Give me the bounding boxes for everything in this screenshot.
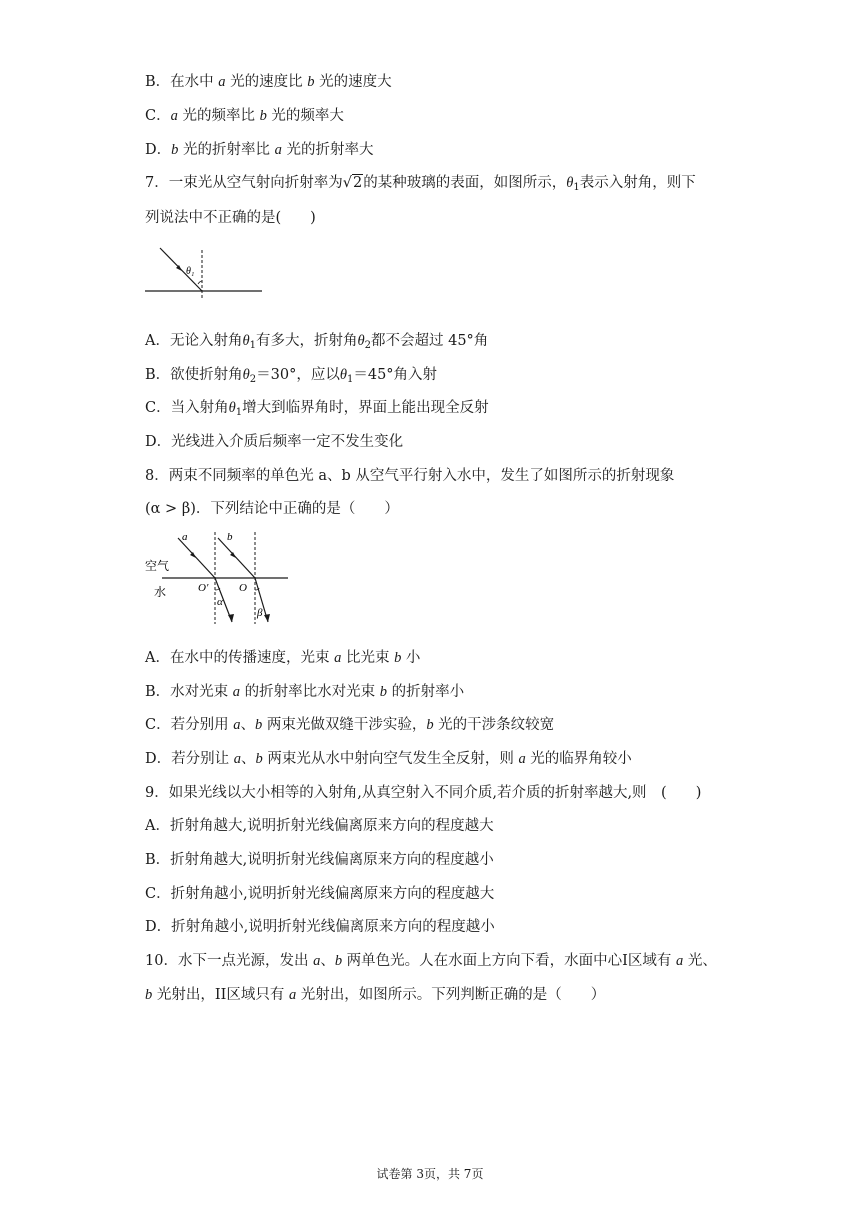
q9-option-c: C．折射角越小,说明折射光线偏离原来方向的程度越大 [145, 886, 495, 902]
q7-option-a: A．无论入射角$\theta_1$有多大，折射角$\theta_2$都不会超过 45°角 [145, 333, 489, 351]
q10-stem-line1: 10．水下一点光源，发出 a、b 两单色光。人在水面上方向下看，水面中心I区域有 a 光、 [145, 953, 717, 969]
q8-figure [140, 528, 295, 628]
q9-option-a: A．折射角越大,说明折射光线偏离原来方向的程度越大 [145, 818, 494, 834]
q7-option-d: D．光线进入介质后频率一定不发生变化 [145, 434, 404, 450]
q9-stem: 9．如果光线以大小相等的入射角,从真空射入不同介质,若介质的折射率越大,则 ( ) [145, 785, 702, 801]
q9-option-b: B．折射角越大,说明折射光线偏离原来方向的程度越小 [145, 852, 494, 868]
arrow-icon [264, 614, 270, 622]
q8-option-a: A．在水中的传播速度，光束 a 比光束 b 小 [145, 650, 421, 666]
page-footer: 试卷第 3页，共 7页 [376, 1167, 484, 1181]
arrow-icon [190, 552, 196, 558]
q6-option-c: C．a 光的频率比 b 光的频率大 [145, 108, 344, 124]
q6-option-d: D．b 光的折射率比 a 光的折射率大 [145, 142, 374, 158]
q9-option-d: D．折射角越小,说明折射光线偏离原来方向的程度越小 [145, 919, 495, 935]
point-o-label: O [239, 582, 247, 594]
q10-stem-line2: b 光射出，II区域只有 a 光射出，如图所示。下列判断正确的是（ ） [145, 987, 606, 1003]
point-o-prime-label: O′ [198, 582, 209, 594]
q8-stem-line1: 8．两束不同频率的单色光 a、b 从空气平行射入水中，发生了如图所示的折射现象 [145, 468, 675, 484]
q7-option-c: C．当入射角$\theta_1$增大到临界角时，界面上能出现全反射 [145, 400, 489, 418]
arrow-icon [230, 552, 236, 558]
q7-option-b: B．欲使折射角$\theta_2=30^\circ$，应以$\theta_1=45^\circ$角入射 [145, 367, 438, 385]
q8-option-d: D．若分别让 a、b 两束光从水中射向空气发生全反射，则 a 光的临界角较小 [145, 751, 632, 767]
alpha-label: α [217, 596, 223, 608]
beta-label: β [257, 607, 263, 619]
q7-theta-label: θ₁ [186, 266, 195, 277]
q8-incident-ray-a [178, 538, 215, 578]
q8-incident-ray-b [218, 538, 255, 578]
sqrt-2: √2 [342, 175, 363, 191]
q8-stem-line2: (α > β)．下列结论中正确的是（ ） [145, 501, 399, 517]
q6-option-b: B．在水中 a 光的速度比 b 光的速度大 [145, 74, 392, 90]
q7-figure [140, 240, 270, 300]
angle-arc [198, 281, 202, 284]
q7-stem-line1: 7．一束光从空气射向折射率为√2的某种玻璃的表面，如图所示，$\theta_1$表示入射角，则下 [145, 175, 696, 193]
q8-option-c: C．若分别用 a、b 两束光做双缝干涉实验，b 光的干涉条纹较宽 [145, 717, 555, 733]
ray-b-label: b [227, 531, 233, 543]
q7-stem-line2: 列说法中不正确的是( ) [145, 210, 316, 226]
water-label: 水 [154, 585, 167, 599]
ray-a-label: a [182, 531, 188, 543]
air-label: 空气 [145, 559, 170, 573]
q8-option-b: B．水对光束 a 的折射率比水对光束 b 的折射率小 [145, 684, 465, 700]
